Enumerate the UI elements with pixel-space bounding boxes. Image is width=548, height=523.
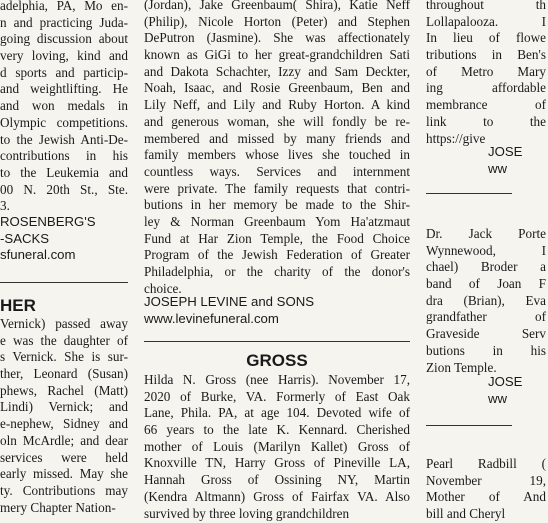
text-line: Philadelphia, or the charity of the donor's <box>144 264 410 279</box>
text-line: Vernick) passed away <box>0 316 128 331</box>
text-line: ww <box>488 160 508 176</box>
text-line: Zion Temple. <box>426 359 497 375</box>
funeral-home-signature <box>488 374 548 407</box>
text-line: Hannah Gross of Ossining NY, Martin <box>144 472 410 488</box>
text-line: adelphia, PA, Mo en- <box>0 0 128 13</box>
text-line: Dr. Jack Porte <box>426 226 546 241</box>
obituary-text-greenbaum <box>144 0 410 297</box>
text-line: link to the <box>426 113 546 129</box>
text-line: e was the daughter of <box>0 332 128 348</box>
text-line: Hilda N. Gross (nee Harris). November 17, <box>144 372 410 387</box>
text-line: www.levinefuneral.com <box>144 310 279 326</box>
text-line: Lindi) Vernick; and <box>0 399 128 415</box>
text-line: https://give <box>426 130 486 146</box>
text-line: to the Jewish Anti-De- <box>0 131 128 147</box>
text-line: and generous woman, she will fondly be re- <box>144 113 410 129</box>
text-line: contributions in his <box>0 148 128 164</box>
obituary-text-radbill <box>426 456 546 523</box>
text-line: bill and Cheryl <box>426 506 506 522</box>
text-line: dra (Brian), Eva <box>426 292 546 308</box>
funeral-home-signature <box>0 214 128 264</box>
text-line: 66 years to the late K. Kennard. Cherished <box>144 422 410 438</box>
column-divider-rule <box>0 282 128 283</box>
obituary-text-porter <box>426 226 546 376</box>
text-line: oln McArdle; and dear <box>0 432 128 448</box>
text-line: Pearl Radbill ( <box>426 456 546 471</box>
text-line: mother of Louis (Marilyn Kallet) Gross of <box>144 438 410 454</box>
text-line: (Philip), Nicole Horton (Peter) and Stephen <box>144 13 410 29</box>
text-line: n and practicing Juda- <box>0 14 128 30</box>
obituary-column-center <box>144 0 410 521</box>
obituary-column-right <box>426 0 546 522</box>
text-line: were private. The family requests that contri- <box>144 180 410 196</box>
obituary-text-rosenberg <box>0 0 128 215</box>
text-line: Knoxville TN, Harry Gross of Pineville LA, <box>144 455 410 471</box>
text-line: ww <box>488 390 508 406</box>
text-line: butions in her memory be made to the Shir- <box>144 197 410 213</box>
text-line: Lily Neff, and Lily and Ruby Horton. A kind <box>144 97 410 113</box>
text-line: very loving, kind and <box>0 48 128 64</box>
text-line: butions in his <box>426 342 546 358</box>
obituary-text-ben <box>426 0 546 147</box>
text-line: and Dakota Schachter, Izzy and Sam Deckter, <box>144 63 410 79</box>
text-line: -SACKS <box>0 230 50 246</box>
text-line: s Vernick. She is sur- <box>0 349 128 365</box>
obituary-heading-vernick: HER <box>0 296 36 315</box>
text-line: Mother of And <box>426 489 546 505</box>
text-line: membrance of <box>426 97 546 113</box>
text-line: Lane, Phila. PA, at age 104. Devoted wife of <box>144 405 410 421</box>
text-line: Program of the Jewish Federation of Greater <box>144 247 410 263</box>
text-line: (Kendra Altmann) Gross of Fairfax VA. Also <box>144 488 410 504</box>
text-line: choice. <box>144 280 182 296</box>
text-line: d sports and particip- <box>0 64 128 80</box>
text-line: of Metro Mary <box>426 63 546 79</box>
text-line: early missed. May she <box>0 466 128 482</box>
text-line: throughout th <box>426 0 546 12</box>
text-line: Fund at Har Zion Temple, the Food Choice <box>144 230 410 246</box>
funeral-home-signature <box>488 144 548 177</box>
text-line: JOSEPH LEVINE and SONS <box>144 294 315 309</box>
text-line: ing affordable <box>426 80 546 96</box>
obituary-heading-gross: GROSS <box>246 351 308 370</box>
text-line: mery Chapter Nation- <box>0 499 116 515</box>
text-line: 3. <box>0 198 10 214</box>
text-line: survived by three loving grandchildren <box>144 505 350 521</box>
text-line: DePutron (Jasmine). She was affectionately <box>144 30 410 46</box>
text-line: In lieu of flowe <box>426 30 546 46</box>
text-line: Olympic competitions. <box>0 114 128 130</box>
funeral-home-signature <box>144 294 410 327</box>
text-line: JOSE <box>488 374 523 389</box>
text-line: known as GiGi to her great-grandchildren Sati <box>144 47 410 63</box>
text-line: phews, Rachel (Matt) <box>0 382 128 398</box>
text-line: Lollapalooza. I <box>426 13 546 29</box>
text-line: going discussion about <box>0 31 128 47</box>
text-line: 2020 of Burke, VA. Formerly of East Oak <box>144 388 410 404</box>
text-line: (Jordan), Jake Greenbaum( Shira), Katie Neff <box>144 0 410 12</box>
text-line: Noah, Isaac, and Rosie Greenbaum, Ben and <box>144 80 410 96</box>
text-line: 00 N. 20th St., Ste. <box>0 181 128 197</box>
text-line: grandfather of <box>426 309 546 325</box>
text-line: to the Leukemia and <box>0 164 128 180</box>
text-line: Wynnewood, I <box>426 242 546 258</box>
text-line: ley & Norman Greenbaum Yom Ha'atzmaut <box>144 213 410 229</box>
text-line: tributions in Ben's <box>426 47 546 63</box>
text-line: membered and missed by many friends and <box>144 130 410 146</box>
text-line: JOSE <box>488 144 523 159</box>
text-line: chael) Broder a <box>426 259 546 275</box>
text-line: ty. Contributions may <box>0 482 128 498</box>
text-line: and weightlifting. He <box>0 81 128 97</box>
text-line: sfuneral.com <box>0 247 76 263</box>
column-divider-rule <box>426 425 512 426</box>
text-line: countless ways. Services and internment <box>144 163 410 179</box>
text-line: November 19, <box>426 472 546 488</box>
text-line: band of Joan F <box>426 276 546 292</box>
text-line: e-nephew, Sidney and <box>0 416 128 432</box>
column-divider-rule <box>144 341 410 342</box>
text-line: ther, Leonard (Susan) <box>0 366 128 382</box>
text-line: Graveside Serv <box>426 326 546 342</box>
text-line: family members whose lives she touched in <box>144 147 410 163</box>
text-line: services were held <box>0 449 128 465</box>
text-line: and won medals in <box>0 98 128 114</box>
obituary-text-vernick <box>0 316 128 516</box>
obituary-text-gross <box>144 372 410 522</box>
obituary-column-left <box>0 0 128 515</box>
column-divider-rule <box>426 193 512 194</box>
text-line: ROSENBERG'S <box>0 214 96 229</box>
